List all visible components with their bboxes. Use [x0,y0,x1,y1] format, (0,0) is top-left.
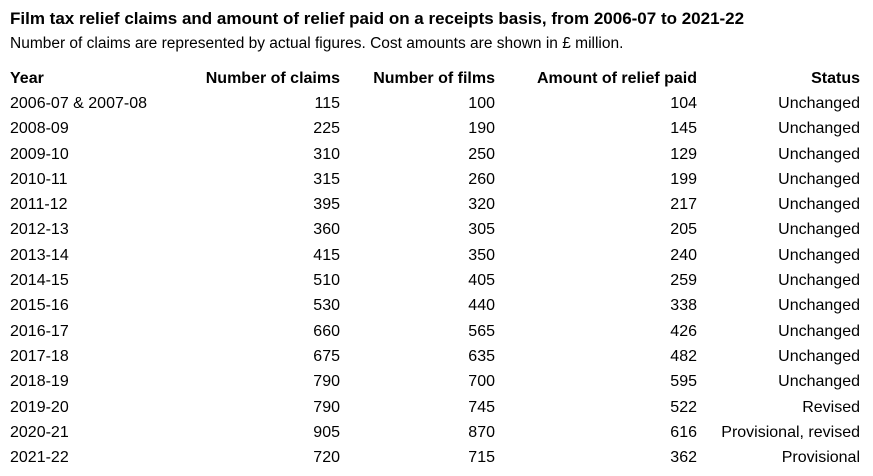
table-row [10,344,860,369]
table-row [10,370,860,395]
column-header-films: Number of films [373,69,495,87]
cell-relief: 482 [670,347,697,365]
cell-claims: 415 [313,246,340,264]
cell-claims: 315 [313,170,340,188]
data-table [10,66,860,471]
table-row [10,218,860,243]
table-title: Film tax relief claims and amount of relief paid on a receipts basis, from 2006-07 to 2021-22 [10,9,745,28]
cell-films: 745 [468,398,495,416]
cell-films: 870 [468,423,495,441]
cell-relief: 199 [670,170,697,188]
cell-relief: 217 [670,196,697,214]
column-header-relief: Amount of relief paid [537,69,697,87]
cell-status: Unchanged [778,170,860,188]
cell-status: Unchanged [778,347,860,365]
cell-claims: 395 [313,196,340,214]
table-row [10,142,860,167]
cell-claims: 510 [313,272,340,290]
cell-status: Unchanged [778,145,860,163]
cell-claims: 225 [313,120,340,138]
cell-status: Unchanged [778,196,860,214]
cell-claims: 530 [313,297,340,315]
cell-films: 190 [468,120,495,138]
table-row [10,395,860,420]
cell-status: Unchanged [778,272,860,290]
cell-relief: 426 [670,322,697,340]
cell-relief: 362 [670,449,697,467]
table-row [10,420,860,445]
cell-relief: 616 [670,423,697,441]
cell-year: 2008-09 [10,120,69,138]
cell-films: 565 [468,322,495,340]
cell-status: Provisional [781,449,860,467]
table-row [10,319,860,344]
cell-year: 2013-14 [10,246,69,264]
cell-status: Unchanged [778,297,860,315]
table-row [10,192,860,217]
table-row [10,117,860,142]
cell-status: Unchanged [778,246,860,264]
column-header-claims: Number of claims [205,69,340,87]
cell-claims: 310 [313,145,340,163]
column-header-year: Year [10,69,44,87]
cell-films: 305 [468,221,495,239]
table-row [10,91,860,116]
table-row [10,268,860,293]
cell-relief: 259 [670,272,697,290]
cell-relief: 240 [670,246,697,264]
cell-year: 2019-20 [10,398,69,416]
cell-relief: 129 [670,145,697,163]
cell-films: 440 [468,297,495,315]
cell-year: 2016-17 [10,322,69,340]
cell-relief: 205 [670,221,697,239]
cell-relief: 104 [670,94,697,112]
cell-claims: 905 [313,423,340,441]
cell-status: Revised [802,398,860,416]
cell-claims: 360 [313,221,340,239]
cell-films: 635 [468,347,495,365]
cell-year: 2021-22 [10,449,69,467]
cell-claims: 720 [313,449,340,467]
cell-year: 2014-15 [10,272,69,290]
cell-films: 320 [468,196,495,214]
cell-claims: 660 [313,322,340,340]
cell-films: 250 [468,145,495,163]
table-row [10,167,860,192]
cell-claims: 790 [313,398,340,416]
cell-year: 2015-16 [10,297,69,315]
cell-year: 2011-12 [10,196,68,214]
cell-claims: 675 [313,347,340,365]
cell-films: 715 [468,449,495,467]
cell-films: 350 [468,246,495,264]
cell-year: 2006-07 & 2007-08 [10,94,147,112]
cell-year: 2012-13 [10,221,69,239]
cell-status: Unchanged [778,373,860,391]
header-row [10,66,860,91]
cell-films: 100 [468,94,495,112]
table-row [10,243,860,268]
table-subtitle: Number of claims are represented by actual figures. Cost amounts are shown in £ million. [10,35,624,52]
cell-status: Provisional, revised [721,423,860,441]
column-header-status: Status [811,69,860,87]
cell-relief: 522 [670,398,697,416]
cell-year: 2020-21 [10,423,69,441]
cell-films: 700 [468,373,495,391]
cell-claims: 115 [314,94,340,112]
cell-relief: 595 [670,373,697,391]
cell-status: Unchanged [778,120,860,138]
cell-films: 260 [468,170,495,188]
cell-year: 2017-18 [10,347,69,365]
cell-year: 2018-19 [10,373,69,391]
table-row [10,294,860,319]
cell-claims: 790 [313,373,340,391]
cell-status: Unchanged [778,322,860,340]
cell-status: Unchanged [778,221,860,239]
table-row [10,445,860,470]
table-body [10,91,860,470]
cell-relief: 145 [670,120,697,138]
cell-year: 2009-10 [10,145,69,163]
cell-relief: 338 [670,297,697,315]
cell-status: Unchanged [778,94,860,112]
cell-year: 2010-11 [10,170,68,188]
cell-films: 405 [468,272,495,290]
